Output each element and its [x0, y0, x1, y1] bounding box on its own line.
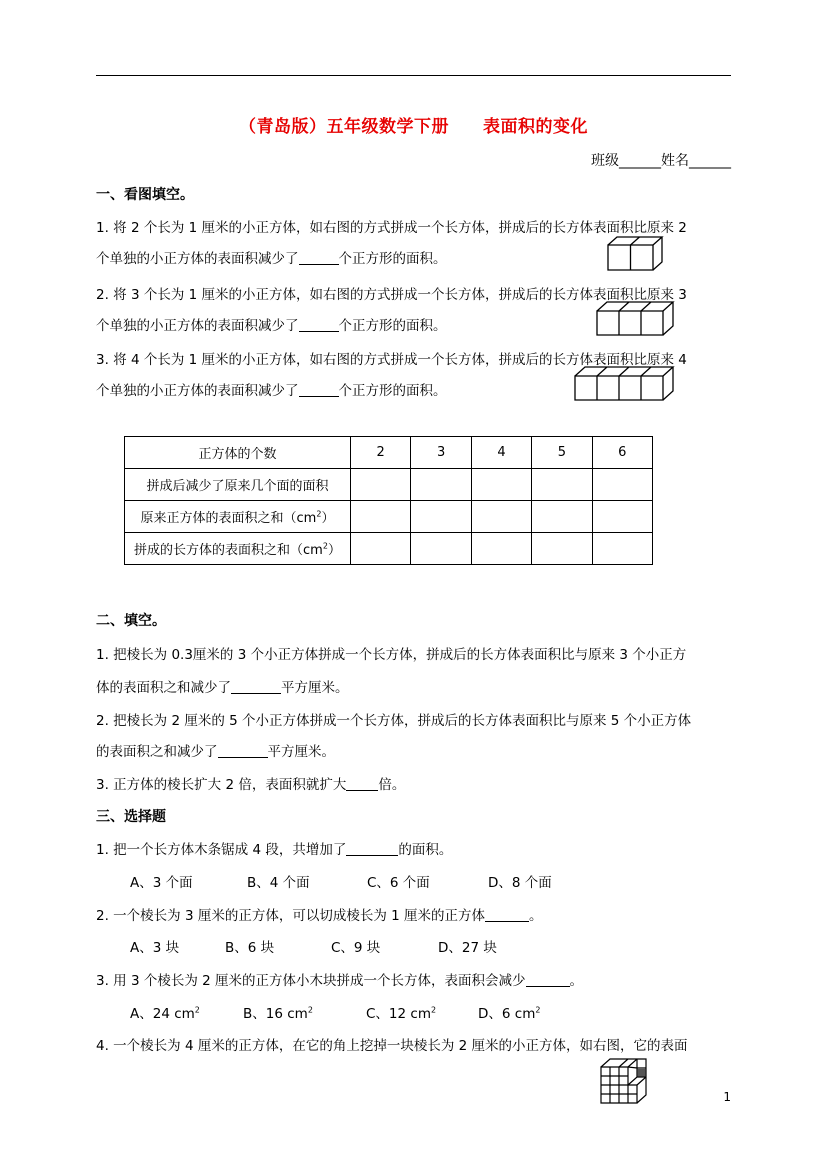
section1-heading: 一、看图填空。	[96, 187, 194, 203]
s2-q2-line2: 的表面积之和减少了 平方厘米。	[96, 744, 335, 760]
title-part2: 表面积的变化	[483, 117, 588, 137]
two-cubes-figure	[607, 236, 669, 272]
answer-blank[interactable]	[299, 318, 339, 332]
answer-blank[interactable]	[346, 777, 378, 791]
s3-q2-option-d[interactable]: D、27 块	[438, 940, 497, 956]
s1-q1-line1: 1. 将 2 个长为 1 厘米的小正方体，如右图的方式拼成一个长方体，拼成后的长方体表面积比原来 2	[96, 220, 687, 236]
answer-blank[interactable]	[526, 973, 570, 987]
answer-blank[interactable]	[346, 842, 398, 856]
s3-q1-option-a[interactable]: A、3 个面	[130, 875, 193, 891]
s1-q3-line1: 3. 将 4 个长为 1 厘米的小正方体，如右图的方式拼成一个长方体，拼成后的长方体表面积比原来 4	[96, 352, 687, 368]
s2-q2-line1: 2. 把棱长为 2 厘米的 5 个小正方体拼成一个长方体，拼成后的长方体表面积比与原来 5 个小正方体	[96, 713, 692, 729]
answer-blank[interactable]	[231, 680, 281, 694]
s3-q4-line1: 4. 一个棱长为 4 厘米的正方体，在它的角上挖掉一块棱长为 2 厘米的小正方体，如右图，它的表面	[96, 1038, 688, 1054]
table-header-row: 正方体的个数 2 3 4 5 6	[125, 437, 653, 469]
s3-q1-option-c[interactable]: C、6 个面	[367, 875, 430, 891]
table-row: 拼成的长方体的表面积之和$(cm^2)$	[125, 533, 653, 565]
s3-q1-option-d[interactable]: D、8 个面	[488, 875, 552, 891]
section3-heading: 三、选择题	[96, 809, 166, 825]
page-number: 1	[723, 1090, 731, 1104]
answer-blank[interactable]	[485, 908, 529, 922]
cube-table	[124, 436, 653, 565]
s3-q3-line: 3. 用 3 个棱长为 2 厘米的正方体小木块拼成一个长方体，表面积会减少 。	[96, 973, 584, 989]
answer-blank[interactable]	[299, 251, 339, 265]
s3-q3-option-b[interactable]: B、16 $cm^2$	[243, 1005, 313, 1022]
page-title	[0, 112, 827, 137]
class-name-line: 班级______姓名______	[591, 153, 731, 169]
four-cubes-figure	[574, 366, 678, 402]
section2-heading: 二、填空。	[96, 613, 166, 629]
s3-q3-option-d[interactable]: D、6 $cm^2$	[478, 1005, 541, 1022]
s2-q3-line: 3. 正方体的棱长扩大 2 倍，表面积就扩大 倍。	[96, 777, 406, 793]
s1-q2-line1: 2. 将 3 个长为 1 厘米的小正方体，如右图的方式拼成一个长方体，拼成后的长方体表面积比原来 3	[96, 287, 687, 303]
cube-corner-removed-figure	[600, 1058, 652, 1104]
three-cubes-figure	[596, 301, 678, 337]
s3-q2-option-b[interactable]: B、6 块	[225, 940, 275, 956]
s2-q1-line2: 体的表面积之和减少了 平方厘米。	[96, 680, 349, 696]
title-part1: （青岛版）五年级数学下册	[239, 117, 449, 137]
s1-q3-line2: 个单独的小正方体的表面积减少了 个正方形的面积。	[96, 383, 447, 399]
s3-q1-line: 1. 把一个长方体木条锯成 4 段，共增加了 的面积。	[96, 842, 453, 858]
s2-q1-line1: 1. 把棱长为 0.3厘米的 3 个小正方体拼成一个长方体，拼成后的长方体表面积比与原来 3 个小正方	[96, 647, 687, 663]
s3-q2-option-c[interactable]: C、9 块	[331, 940, 381, 956]
s1-q2-line2: 个单独的小正方体的表面积减少了 个正方形的面积。	[96, 318, 447, 334]
answer-blank[interactable]	[218, 744, 268, 758]
s3-q3-option-c[interactable]: C、12 $cm^2$	[366, 1005, 437, 1022]
s3-q1-option-b[interactable]: B、4 个面	[247, 875, 310, 891]
answer-blank[interactable]	[299, 383, 339, 397]
s3-q2-line: 2. 一个棱长为 3 厘米的正方体，可以切成棱长为 1 厘米的正方体 。	[96, 908, 543, 924]
s3-q3-option-a[interactable]: A、24 $cm^2$	[130, 1005, 200, 1022]
s3-q2-option-a[interactable]: A、3 块	[130, 940, 180, 956]
header-rule	[96, 75, 731, 76]
table-row: 原来正方体的表面积之和$(cm^2)$	[125, 501, 653, 533]
table-row: 拼成后减少了原来几个面的面积	[125, 469, 653, 501]
s1-q1-line2: 个单独的小正方体的表面积减少了 个正方形的面积。	[96, 251, 447, 267]
